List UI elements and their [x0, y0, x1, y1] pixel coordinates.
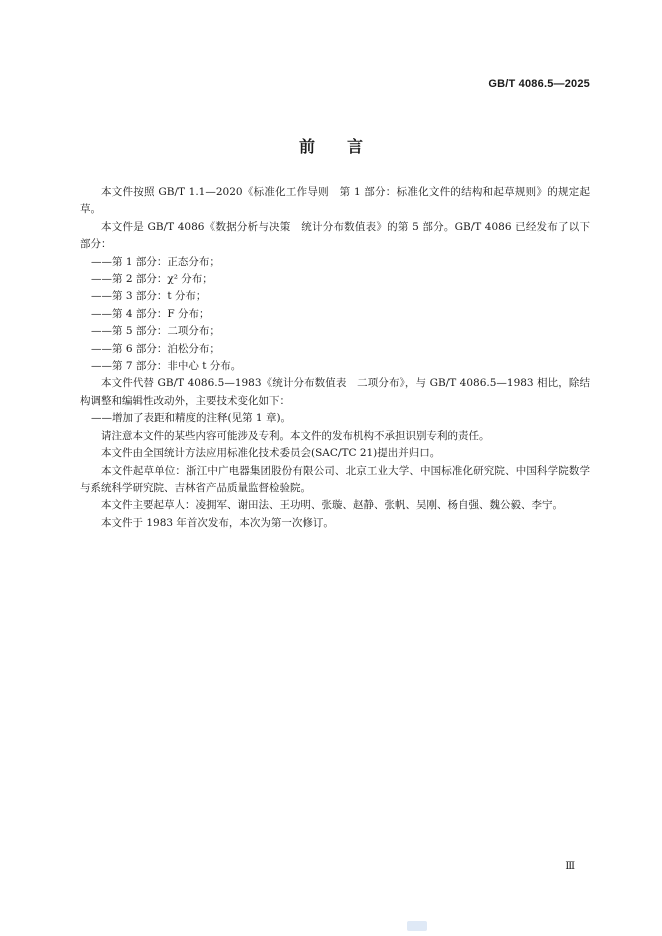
paragraph-replacement: 本文件代替 GB/T 4086.5—1983《统计分布数值表 二项分布》，与 GB/T 4086.5—1983 相比，除结构调整和编辑性改动外，主要技术变化如下：	[80, 377, 590, 407]
list-item: ——第 1 部分：正态分布；	[91, 255, 220, 268]
page-title: 前言	[298, 137, 395, 156]
document-body	[80, 184, 590, 532]
standard-number: GB/T 4086.5—2025	[488, 78, 590, 90]
paragraph-patent-notice: 请注意本文件的某些内容可能涉及专利。本文件的发布机构不承担识别专利的责任。	[101, 429, 490, 442]
page-number: Ⅲ	[565, 861, 574, 872]
footer-watermark-icon	[407, 921, 427, 931]
list-item: ——第 3 部分：t 分布；	[91, 290, 207, 303]
list-item: ——第 4 部分：F 分布；	[91, 307, 210, 320]
list-item: ——增加了表距和精度的注释(见第 1 章)。	[91, 412, 292, 425]
paragraph-series-intro: 本文件是 GB/T 4086《数据分析与决策 统计分布数值表》的第 5 部分。GB/T 4086 已经发布了以下部分：	[80, 220, 590, 251]
list-item: ——第 7 部分：非中心 t 分布。	[91, 360, 242, 373]
parts-list	[80, 254, 590, 376]
paragraph-proposer: 本文件由全国统计方法应用标准化技术委员会(SAC/TC 21)提出并归口。	[101, 447, 441, 460]
paragraph-drafting-units: 本文件起草单位：浙江中广电器集团股份有限公司、北京工业大学、中国标准化研究院、中国科学院数学与系统科学研究院、吉林省产品质量监督检验院。	[80, 464, 590, 494]
list-item: ——第 6 部分：泊松分布；	[91, 342, 220, 355]
list-item: ——第 2 部分：χ² 分布；	[91, 273, 213, 286]
paragraph-drafting-rules: 本文件按照 GB/T 1.1—2020《标准化工作导则 第 1 部分：标准化文件的结构和起草规则》的规定起草。	[80, 186, 590, 216]
paragraph-drafters: 本文件主要起草人：凌拥军、谢田法、王功明、张璇、赵静、张帆、吴刚、杨自强、魏公毅、李宁。	[101, 499, 563, 512]
changes-list	[80, 410, 590, 427]
list-item: ——第 5 部分：二项分布；	[91, 325, 220, 338]
paragraph-history: 本文件于 1983 年首次发布，本次为第一次修订。	[101, 516, 334, 529]
